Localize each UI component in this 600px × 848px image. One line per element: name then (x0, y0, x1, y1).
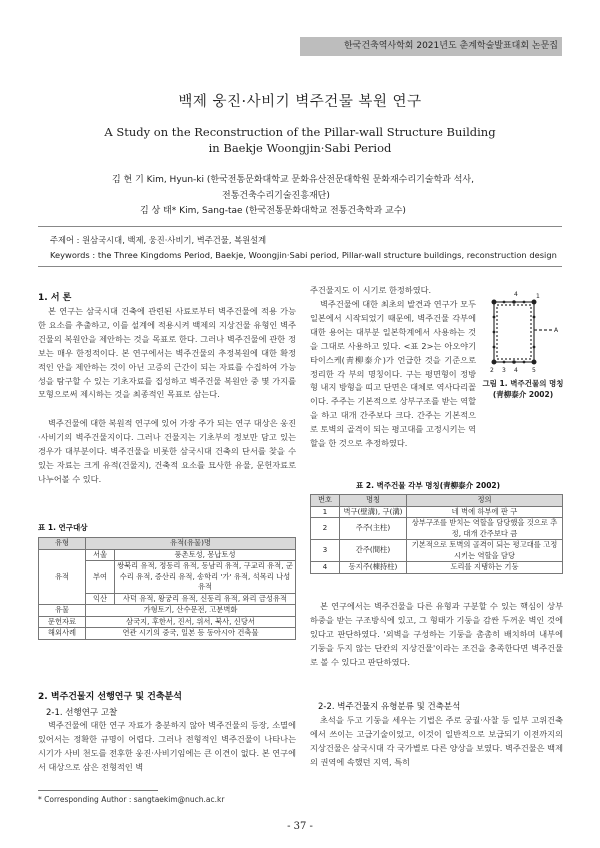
table-1 (38, 537, 296, 640)
table-2-cell: 기본적으로 토벽의 골격이 되는 평고대를 고정시키는 역할을 담당 (407, 540, 563, 562)
table-2-header-no: 번호 (311, 495, 340, 507)
keywords-top-rule (38, 226, 562, 227)
figure-label: 5 (532, 367, 536, 374)
figure-1-diagram (480, 290, 564, 376)
figure-1-caption: 그림 1. 벽주건물의 명칭 (靑柳泰介 2002) (482, 379, 564, 399)
table-2-cell: 벽구(壁溝), 구(溝) (340, 506, 407, 518)
table-2-cell: 도리를 지탱하는 기둥 (407, 562, 563, 574)
inter-pillar-mark (523, 361, 526, 364)
figure-label: 4 (514, 367, 518, 374)
right-paragraph-4: 초석을 두고 기둥을 세우는 기법은 주로 궁궐·사찰 등 일부 고위건축에서 쓰이는 고급기술이었고, 이것이 일반적으로 보급되기 이전까지의 지상건물은 삼국시대 각 국가별로 다른 양상을 보였다. 벽주건물은 백제의 권역에 속했던 지역, 특히 (310, 715, 563, 767)
table-1-cell: 유물 (39, 605, 86, 617)
table-1-cell: 가형토기, 산수문전, 고분벽화 (86, 605, 296, 617)
ridge-pillar-mark (512, 360, 516, 364)
inter-pillar-mark (533, 316, 536, 319)
table-2-cell: 1 (311, 506, 340, 518)
table-2-cell: 네 벽에 하부에 판 구 (407, 506, 563, 518)
table-2-header-definition: 정의 (407, 495, 563, 507)
title-english-line1: A Study on the Reconstruction of the Pillar-wall Structure Building (104, 125, 496, 139)
table-2-caption: 표 2. 벽주건물 각부 명칭(靑柳泰介 2002) (356, 481, 501, 490)
figure-label: 3 (502, 367, 506, 374)
author-1-line2: 전통건축수리기술진흥재단) (222, 191, 330, 201)
title-korean: 백제 웅진·사비기 벽주건물 복원 연구 (178, 94, 422, 110)
right-paragraph-1: 주건물지도 이 시기로 한정하였다. (310, 285, 432, 295)
table-2-header-name: 명칭 (340, 495, 407, 507)
table-1-cell: 삼국지, 후한서, 진서, 위서, 북사, 신당서 (86, 616, 296, 628)
table-2-cell: 상부구조를 받치는 역할을 담당했을 것으로 추정, 대개 간주보다 큼 (407, 518, 563, 540)
running-header: 한국건축역사학회 2021년도 춘계학술발표대회 논문집 (300, 37, 562, 56)
figure-label: 4 (514, 291, 518, 298)
right-paragraph-2: 벽주건물에 대한 최초의 발견과 연구가 모두 일본에서 시작되었기 때문에, 벽주건물 각부에 대한 용어는 대부분 일본학계에서 사용하는 것을 그대로 사용하고 있다. <표 2>는 아오야기 타이스케(靑柳泰介)가 언급한 것을 기준으로 정리한 각 부의 명칭이다. 구는 평면형이 정방형 내지 방형을 띠고 단면은 대체로 역사다리꼴이다. 주주는 기본적으로 상부구조를 받는 역할을 하고 대개 간주보다 크다. 간주는 기본적으로 토벽의 골격이 되는 평고대를 고정시키는 역할을 한 것으로 추정하였다. (310, 299, 476, 449)
table-1-cell: 문헌자료 (39, 616, 86, 628)
footnote: * Corresponding Author : sangtaekim@nuch.ac.kr (38, 795, 225, 804)
table-1-cell: 서울 (86, 549, 115, 561)
inter-pillar-mark (503, 301, 506, 304)
section-1-paragraph-1: 본 연구는 삼국시대 건축에 관련된 사료로부터 벽주건물에 적용 가능한 요소를 추출하고, 이를 설계에 적용시켜 백제의 지상건물 유형인 벽주건물의 복원안을 제안하는 것을 목표로 한다. 그러나 벽주건물에 관한 정보는 매우 한정적이다. 본 연구에서는 벽주건물의 추정복원에 대한 확정적인 안을 제안하는 것이 아닌 고증의 근간이 되는 자료를 수집하여 가능성을 탐구할 수 있는 기초자료를 집성하고 벽주건물 복원안 중 몇 가지를 모형으로써 제시하는 것을 최종적인 목표로 삼는다. (38, 306, 296, 400)
ridge-pillar-mark (512, 300, 516, 304)
main-pillar-mark (532, 300, 537, 305)
figure-label: 2 (490, 367, 494, 374)
table-2-cell: 4 (311, 562, 340, 574)
table-1-cell: 유적 (39, 549, 86, 605)
keywords-bottom-rule (38, 266, 562, 267)
inter-pillar-mark (503, 361, 506, 364)
right-paragraph-3: 본 연구에서는 벽주건물을 다른 유형과 구분할 수 있는 핵심이 상부 하중을 받는 구조방식에 있고, 그 형태가 기둥을 감싼 두꺼운 벽인 것에 있다고 판단하였다. '외벽을 구성하는 기둥을 촘촘히 배치하며 내부에 기둥을 두지 않는 단칸의 지상건물'이라는 조건을 충족한다면 벽주건물로 볼 수 있다고 판단하였다. (310, 601, 563, 667)
inter-pillar-mark (523, 301, 526, 304)
table-1-cell: 풍촌토성, 몽납토성 (115, 549, 296, 561)
table-1-cell: 연관 시기의 중국, 일본 등 동아시아 건축물 (86, 628, 296, 640)
table-2-cell: 주주(主柱) (340, 518, 407, 540)
main-pillar-mark (532, 360, 537, 365)
main-pillar-mark (492, 360, 497, 365)
table-2 (310, 494, 563, 574)
figure-label: 1 (536, 293, 540, 300)
table-1-cell: 쌍북리 유적, 정동리 유적, 동남리 유적, 구교리 유적, 군수리 유적, 증산리 유적, 송학리 '가' 유적, 석목리 나성유적 (115, 561, 296, 594)
figure-label: A (554, 327, 559, 334)
table-1-caption: 표 1. 연구대상 (38, 523, 88, 532)
inter-pillar-mark (493, 316, 496, 319)
title-english-line2: in Baekje Woongjin·Sabi Period (208, 141, 392, 155)
inter-pillar-mark (533, 346, 536, 349)
inter-pillar-mark (493, 331, 496, 334)
table-1-cell: 익산 (86, 593, 115, 605)
keywords-korean: 주제어 : 원삼국시대, 백제, 웅진·사비기, 벽주건물, 복원설계 (50, 235, 267, 245)
table-1-header-type: 유형 (39, 538, 86, 550)
section-1-paragraph-2: 벽주건물에 대한 복원적 연구에 있어 가장 주가 되는 연구 대상은 웅진·사비기의 벽주건물지이다. 그러나 건물지는 기초부의 정보만 담고 있는 경우가 대부분이다. 벽주건물을 비롯한 삼국시대 건축의 단서를 찾을 수 있는 자료는 크게 유적(건물지), 건축적 요소를 묘사한 유물, 문헌자료로 나누어볼 수 있다. (38, 418, 296, 484)
table-1-cell: 사덕 유적, 왕궁리 유적, 신동리 유적, 와리 금성유적 (115, 593, 296, 605)
table-2-cell: 2 (311, 518, 340, 540)
table-1-cell: 부여 (86, 561, 115, 594)
table-1-cell: 해외사례 (39, 628, 86, 640)
footnote-rule (38, 790, 158, 791)
section-2-title: 2. 벽주건물지 선행연구 및 건축분석 (38, 692, 182, 702)
table-1-header-name: 유적(유물)명 (86, 538, 296, 550)
section-1-title: 1. 서 론 (38, 293, 72, 303)
page-number: - 37 - (287, 821, 313, 832)
main-pillar-mark (492, 300, 497, 305)
author-2-line1: 김 상 태* Kim, Sang-tae (한국전통문화대학교 전통건축학과 교수) (140, 206, 406, 216)
section-2-1-title: 2-1. 선행연구 고찰 (46, 708, 118, 718)
keywords-english: Keywords : the Three Kingdoms Period, Baekje, Woongjin·Sabi period, Pillar-wall structure buildings, reconstruction design (50, 250, 557, 260)
author-1-line1: 김 현 기 Kim, Hyun-ki (한국전통문화대학교 문화유산전문대학원 문화재수리기술학과 석사, (112, 175, 474, 185)
title-english (80, 124, 520, 156)
table-2-cell: 동지주(棟持柱) (340, 562, 407, 574)
table-2-cell: 간주(間柱) (340, 540, 407, 562)
wall-trench-outline (494, 302, 534, 362)
section-2-2-title: 2-2. 벽주건물지 유형분류 및 건축분석 (318, 702, 461, 712)
inter-pillar-mark (493, 346, 496, 349)
inner-wall-line (497, 305, 531, 359)
table-2-cell: 3 (311, 540, 340, 562)
section-2-1-paragraph: 벽주건물에 대한 연구 자료가 충분하지 않아 벽주건물의 등장, 소멸에 있어서는 정확한 규명이 어렵다. 그러나 전형적인 벽주건물이 나타나는 시기가 사비 천도를 전후한 웅진·사비기임에는 큰 이견이 없다. 본 연구에서 대상으로 삼은 전형적인 벽 (38, 720, 296, 772)
